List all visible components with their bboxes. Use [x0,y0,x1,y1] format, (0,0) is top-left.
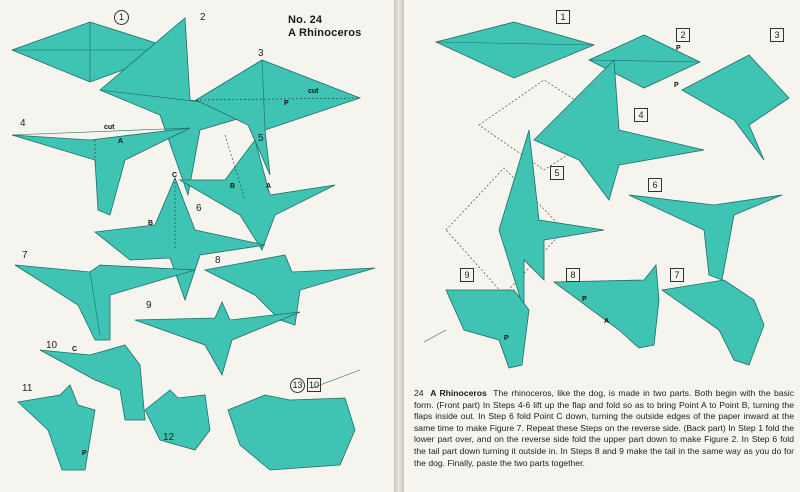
instructions-body: The rhinoceros, like the dog, is made in two parts. Both begin with the basic form. (Front part) In Steps 4-6 lift up the flap and fold so as to bring Point A to Point B, turning the flaps inside out. In Step 6 fold Point C down, turning the outside edges of the paper inward at the same time to make Figure 7. Repeat these Steps on the reverse side. (Back part) In Step 1 fold the lower part over, and on the reverse side fold the upper part down to make Figure 2. In Step 6 fold the tail part down turning it outside in. In Steps 8 and 9 make the tail in the same way as you do for the dog. Finally, paste the two parts together. [414,388,795,468]
step-number: 2 [200,12,206,23]
step-number: 7 [22,250,28,261]
step-number: 10 [46,340,58,351]
point-p-label: P [676,45,681,52]
point-b-label: B [230,183,236,190]
step-number: 11 [22,383,33,394]
point-b-label: B [148,220,154,227]
back-step-9-figure [424,290,529,368]
back-step-number: 9 [460,268,474,282]
point-c-label: C [72,346,78,353]
instructions-text [414,388,794,469]
point-p-label: P [82,450,87,457]
step-number: 9 [146,300,152,311]
step-number: 3 [258,48,264,59]
back-step-number: 7 [670,268,684,282]
step-13-figure [228,395,355,470]
point-p-label: P [504,335,509,342]
back-step-3-figure [682,55,789,160]
left-diagrams [0,0,396,492]
step-number: 1 [114,10,129,25]
back-step-number: 6 [648,178,662,192]
step-4-figure [12,128,190,215]
back-step-number: 3 [770,28,784,42]
model-number: 24 [414,388,424,398]
back-step-number: 8 [566,268,580,282]
back-step-4-figure [479,60,704,200]
point-a-label: A [118,138,124,145]
back-step-1-figure [436,22,594,78]
cut-label: cut [308,88,319,95]
back-step-number: 2 [676,28,690,42]
model-number: No. 24 [288,14,323,26]
point-p-label: P [674,82,679,89]
step-number: 10 [308,380,319,390]
point-a-label: A [266,183,272,190]
step-number: 8 [215,255,221,266]
back-step-number: 5 [550,166,564,180]
back-step-6-figure [629,195,782,280]
point-a-label: A [604,318,610,325]
step-11-figure [18,385,95,470]
step-number: 13 [290,378,305,393]
point-p-label: P [284,100,289,107]
model-heading: A Rhinoceros [430,388,487,398]
back-step-number: 4 [634,108,648,122]
step-number: 6 [196,203,202,214]
step-12-figure [145,390,210,450]
point-c-label: C [172,172,178,179]
left-page [0,0,396,492]
back-step-number: 1 [556,10,570,24]
step-number: 5 [258,133,264,144]
point-p-label: P [582,296,587,303]
model-title: A Rhinoceros [288,27,362,39]
step-number: 4 [20,118,26,129]
back-step-7-figure [662,280,764,365]
step-number: 12 [163,432,175,443]
right-page [404,0,800,492]
cut-label: cut [104,124,115,131]
